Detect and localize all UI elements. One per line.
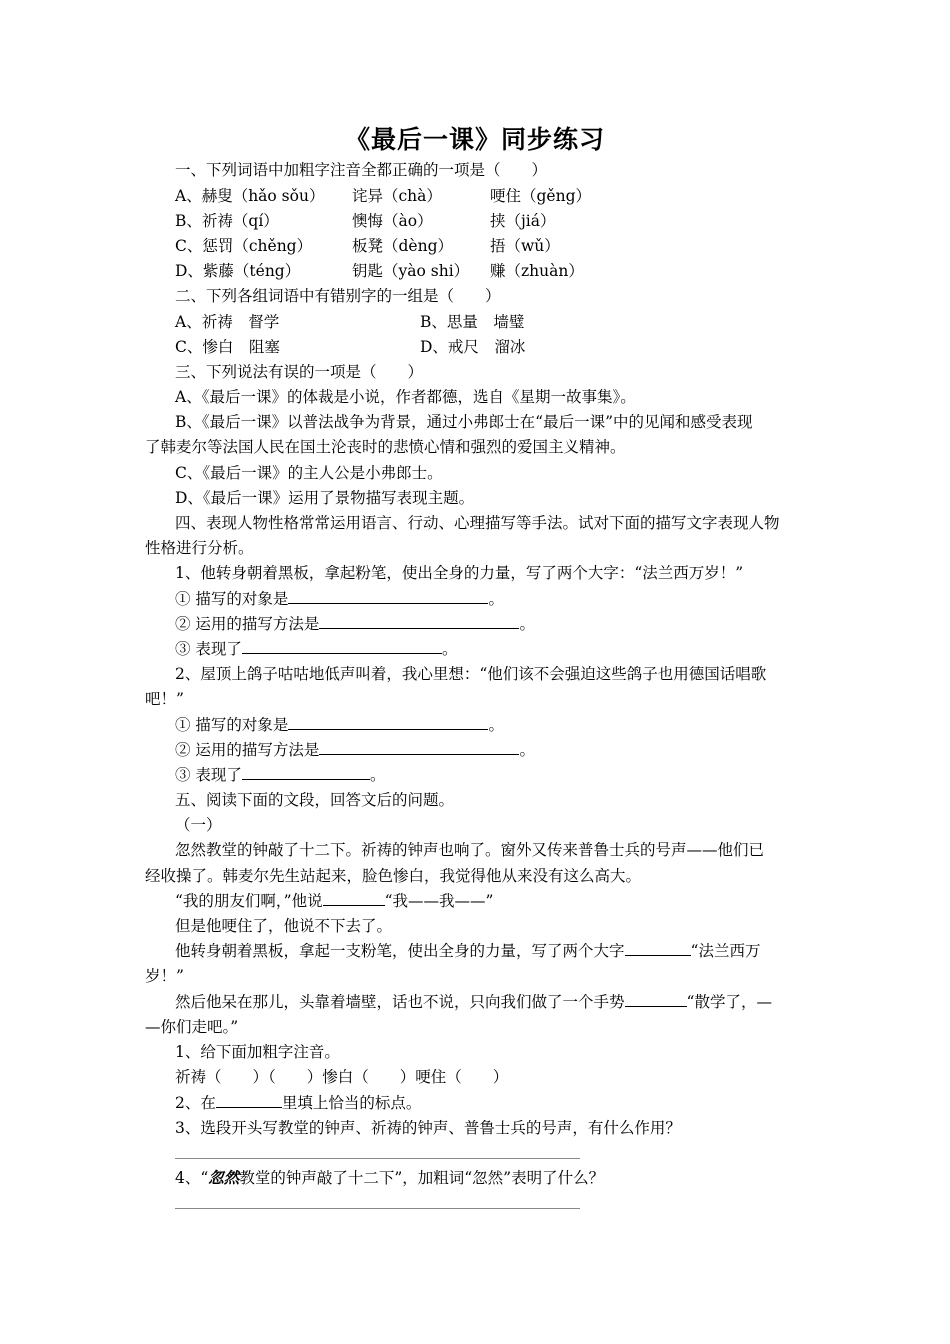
passage-p5-line2: —你们走吧。” xyxy=(145,1018,239,1036)
q4-s1-shows-label: ③ 表现了 xyxy=(175,640,242,658)
q4-s1-object-blank[interactable] xyxy=(288,589,488,604)
q1-option-a-1: A、赫叟（hǎo sǒu） xyxy=(175,187,325,205)
task-3-answer-line[interactable] xyxy=(175,1158,580,1159)
q2-option-a: A、祈祷 督学 xyxy=(175,313,280,331)
q4-s2-method xyxy=(175,740,535,760)
q4-s1-object xyxy=(175,589,504,609)
q4-s2-shows-label: ③ 表现了 xyxy=(175,766,242,784)
passage-p5-line1 xyxy=(175,992,772,1012)
passage-p1-line2: 经收操了。韩麦尔先生站起来，脸色惨白，我觉得他从来没有这么高大。 xyxy=(145,867,642,885)
q3-option-b-line1: B、《最后一课》以普法战争为背景，通过小弗郎士在“最后一课”中的见闻和感受表现 xyxy=(175,413,753,431)
task-1-items: 祈祷（ ）（ ）惨白（ ）哽住（ ） xyxy=(175,1068,509,1086)
q1-option-c-1: C、惩罚（chěng） xyxy=(175,237,313,255)
q4-s1-object-label: ① 描写的对象是 xyxy=(175,590,289,608)
q1-option-c-2: 板凳（dèng） xyxy=(352,237,454,255)
task-1: 1、给下面加粗字注音。 xyxy=(175,1043,340,1061)
punctuation-blank-1[interactable] xyxy=(323,891,385,906)
q4-s2-method-label: ② 运用的描写方法是 xyxy=(175,741,320,759)
passage-p1-line1: 忽然教堂的钟敲了十二下。祈祷的钟声也响了。窗外又传来普鲁士兵的号声——他们已 xyxy=(175,841,765,859)
q1-option-a-3: 哽住（gěng） xyxy=(490,187,592,205)
q2-option-b: B、思量 墙璧 xyxy=(420,313,525,331)
punctuation-blank-3[interactable] xyxy=(625,992,687,1007)
passage-p2 xyxy=(175,891,493,911)
q1-stem: 一、下列词语中加粗字注音全都正确的一项是（ ） xyxy=(175,161,548,179)
punctuation-blank-2[interactable] xyxy=(625,941,691,956)
q3-stem: 三、下列说法有误的一项是（ ） xyxy=(175,363,424,381)
period: 。 xyxy=(488,716,504,734)
q2-option-c: C、惨白 阻塞 xyxy=(175,338,280,356)
task-4 xyxy=(175,1168,604,1188)
q4-sentence-2-line2: 吧！” xyxy=(145,690,184,708)
period: 。 xyxy=(519,741,535,759)
q2-stem: 二、下列各组词语中有错别字的一组是（ ） xyxy=(175,287,501,305)
q3-option-c: C、《最后一课》的主人公是小弗郎士。 xyxy=(175,464,443,482)
period: 。 xyxy=(441,640,458,658)
q1-option-a-2: 诧异（chà） xyxy=(352,187,442,205)
q3-option-b-line2: 了韩麦尔等法国人民在国土沦丧时的悲愤心情和强烈的爱国主义精神。 xyxy=(145,438,626,456)
task-4-answer-line[interactable] xyxy=(175,1208,580,1209)
q4-s1-shows-blank[interactable] xyxy=(242,639,442,654)
q1-option-b-1: B、祈祷（qí） xyxy=(175,212,279,230)
q4-s1-method-blank[interactable] xyxy=(319,614,519,629)
q1-option-d-2: 钥匙（yào shi） xyxy=(352,262,470,280)
period: 。 xyxy=(519,615,535,633)
q4-s1-shows xyxy=(175,639,457,659)
passage-p4-a: 他转身朝着黑板，拿起一支粉笔，使出全身的力量，写了两个大字 xyxy=(175,942,625,960)
task-2-b: 里填上恰当的标点。 xyxy=(281,1094,422,1112)
q1-option-b-2: 懊悔（ào） xyxy=(352,212,433,230)
q4-s2-object xyxy=(175,715,504,735)
passage-p2-b: “我——我——” xyxy=(384,892,494,910)
period: 。 xyxy=(369,766,386,784)
task-3: 3、选段开头写教堂的钟声、祈祷的钟声、普鲁士兵的号声，有什么作用？ xyxy=(175,1119,681,1137)
q4-sentence-1: 1、他转身朝着黑板，拿起粉笔，使出全身的力量，写了两个大字：“法兰西万岁！” xyxy=(175,564,744,582)
q4-s2-shows xyxy=(175,765,385,785)
q4-s2-method-blank[interactable] xyxy=(319,740,519,755)
q1-option-d-3: 赚（zhuàn） xyxy=(490,262,584,280)
task-2-blank xyxy=(216,1093,282,1108)
q4-s2-object-label: ① 描写的对象是 xyxy=(175,716,289,734)
task-4-b: 教堂的钟声敲了十二下”，加粗词“忽然”表明了什么？ xyxy=(239,1169,605,1187)
passage-p2-a: “我的朋友们啊，”他说 xyxy=(175,892,323,910)
q3-option-d: D、《最后一课》运用了景物描写表现主题。 xyxy=(175,489,475,507)
passage-p5-a: 然后他呆在那儿，头靠着墙壁，话也不说，只向我们做了一个手势 xyxy=(175,993,625,1011)
passage-p4-b: “法兰西万 xyxy=(690,942,761,960)
q4-s2-object-blank[interactable] xyxy=(288,715,488,730)
q4-s1-method xyxy=(175,614,535,634)
page-title: 《最后一课》同步练习 xyxy=(344,125,605,154)
passage-p3: 但是他哽住了，他说不下去了。 xyxy=(175,917,393,935)
q5-part-label: （一） xyxy=(175,816,222,834)
task-4-a: 4、“ xyxy=(175,1169,209,1187)
q4-stem-line2: 性格进行分析。 xyxy=(145,539,254,557)
q4-s2-shows-blank[interactable] xyxy=(242,765,370,780)
q3-option-a: A、《最后一课》的体裁是小说，作者都德，选自《星期一故事集》。 xyxy=(175,388,636,406)
task-2 xyxy=(175,1093,421,1113)
q4-sentence-2-line1: 2、屋顶上鸽子咕咕地低声叫着，我心里想：“他们该不会强迫这些鸽子也用德国话唱歌 xyxy=(175,665,767,683)
q1-option-d-1: D、紫藤（téng） xyxy=(175,262,301,280)
passage-p4-line1 xyxy=(175,941,760,961)
q1-option-c-3: 捂（wǔ） xyxy=(490,237,560,255)
passage-p5-b: “散学了，— xyxy=(686,993,772,1011)
passage-p4-line2: 岁！” xyxy=(145,967,184,985)
task-4-bold-word: 忽然 xyxy=(208,1168,240,1187)
q1-option-b-3: 挟（jiá） xyxy=(490,212,556,230)
q4-s1-method-label: ② 运用的描写方法是 xyxy=(175,615,320,633)
task-2-a: 2、在 xyxy=(175,1094,216,1112)
q4-stem-line1: 四、表现人物性格常常运用语言、行动、心理描写等手法。试对下面的描写文字表现人物 xyxy=(175,514,780,532)
q2-option-d: D、戒尺 溜冰 xyxy=(420,338,526,356)
period: 。 xyxy=(488,590,504,608)
q5-stem: 五、阅读下面的文段，回答文后的问题。 xyxy=(175,791,455,809)
